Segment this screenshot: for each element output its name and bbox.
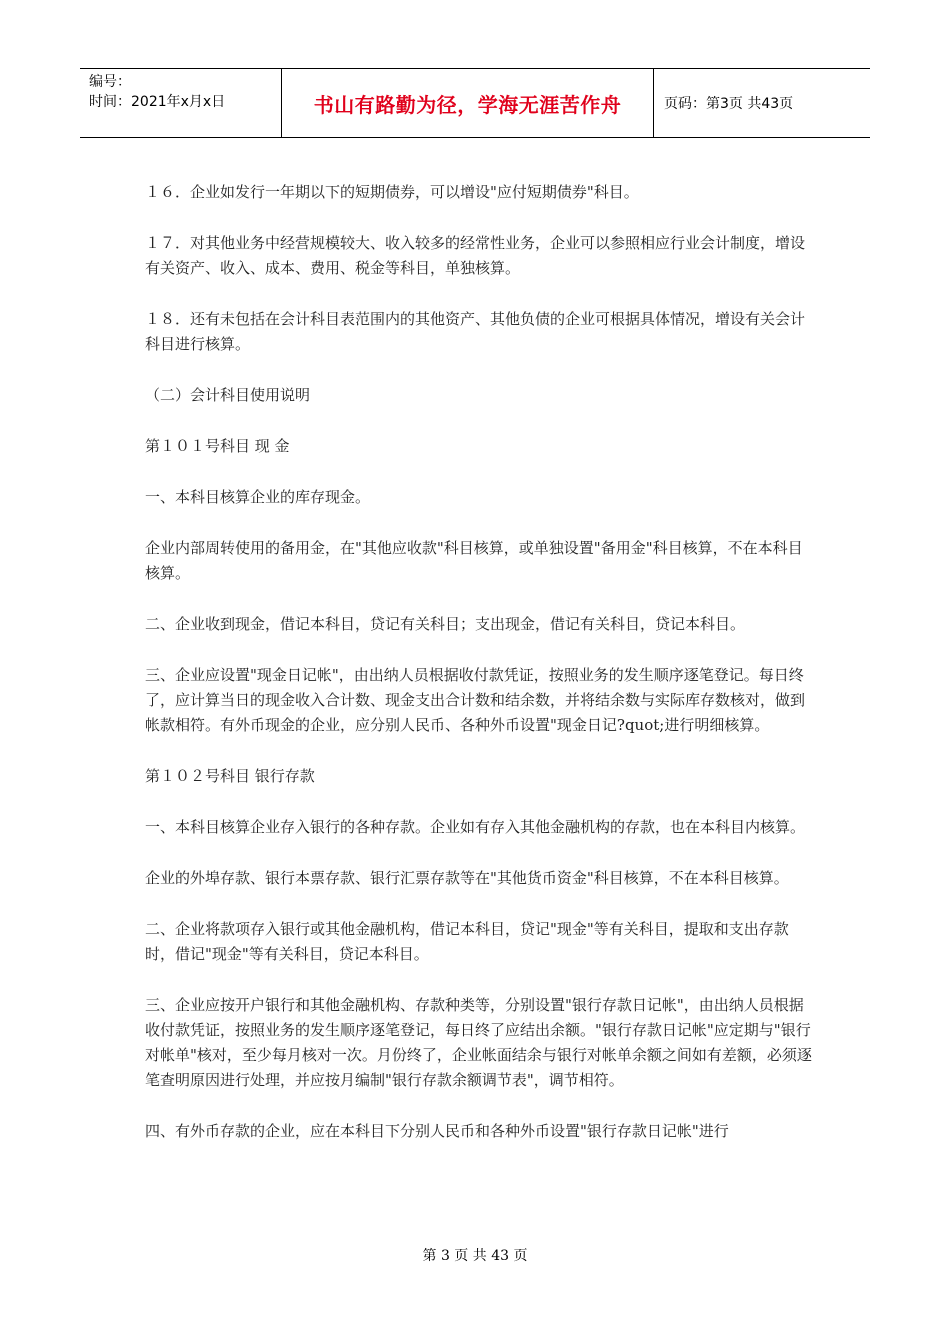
document-body [145,180,813,1170]
header-meta [80,69,282,137]
paragraph-16: １６．企业如发行一年期以下的短期债券，可以增设"应付短期债券"科目。 [145,183,639,201]
account-102-item-4: 四、有外币存款的企业，应在本科目下分别人民币和各种外币设置"银行存款日记帐"进行 [145,1122,729,1140]
section-heading: （二）会计科目使用说明 [145,386,311,404]
account-101-item-1: 一、本科目核算企业的库存现金。 [145,488,371,506]
account-102-title: 第１０２号科目 银行存款 [145,767,315,785]
time-label: 时间：2021年x月x日 [89,94,226,110]
account-102-item-2: 二、企业将款项存入银行或其他金融机构，借记本科目，贷记"现金"等有关科目，提取和支出存款时，借记"现金"等有关科目，贷记本科目。 [145,920,789,963]
account-101-item-2: 二、企业收到现金，借记本科目，贷记有关科目；支出现金，借记有关科目，贷记本科目。 [145,615,746,633]
account-101-item-3: 三、企业应设置"现金日记帐"，由出纳人员根据收付款凭证，按照业务的发生顺序逐笔登记。每日终了，应计算当日的现金收入合计数、现金支出合计数和结余数，并将结余数与实际库存数核对，做到帐款相符。有外币现金的企业，应分别人民币、各种外币设置"现金日记?quot;进行明细核算。 [145,666,806,734]
account-101-title: 第１０１号科目 现 金 [145,437,290,455]
page-footer: 第 3 页 共 43 页 [422,1248,528,1264]
account-102-item-3: 三、企业应按开户银行和其他金融机构、存款种类等，分别设置"银行存款日记帐"，由出纳人员根据收付款凭证，按照业务的发生顺序逐笔登记，每日终了应结出余额。"银行存款日记帐"应定期与"银行对帐单"核对，至少每月核对一次。月份终了，企业帐面结余与银行对帐单余额之间如有差额，必须逐笔查明原因进行处理，并应按月编制"银行存款余额调节表"，调节相符。 [145,996,812,1089]
paragraph-18: １８．还有未包括在会计科目表范围内的其他资产、其他负债的企业可根据具体情况，增设有关会计科目进行核算。 [145,310,806,353]
header-page-info: 页码：第3页 共43页 [664,96,794,112]
account-102-note: 企业的外埠存款、银行本票存款、银行汇票存款等在"其他货币资金"科目核算，不在本科目核算。 [145,869,789,887]
account-102-item-1: 一、本科目核算企业存入银行的各种存款。企业如有存入其他金融机构的存款，也在本科目内核算。 [145,818,806,836]
number-label: 编号： [89,74,131,90]
paragraph-17: １７．对其他业务中经营规模较大、收入较多的经常性业务，企业可以参照相应行业会计制度，增设有关资产、收入、成本、费用、税金等科目，单独核算。 [145,234,806,277]
header-motto: 书山有路勤为径，学海无涯苦作舟 [282,69,654,137]
account-101-note: 企业内部周转使用的备用金，在"其他应收款"科目核算，或单独设置"备用金"科目核算，不在本科目核算。 [145,539,803,582]
document-header [80,68,870,138]
